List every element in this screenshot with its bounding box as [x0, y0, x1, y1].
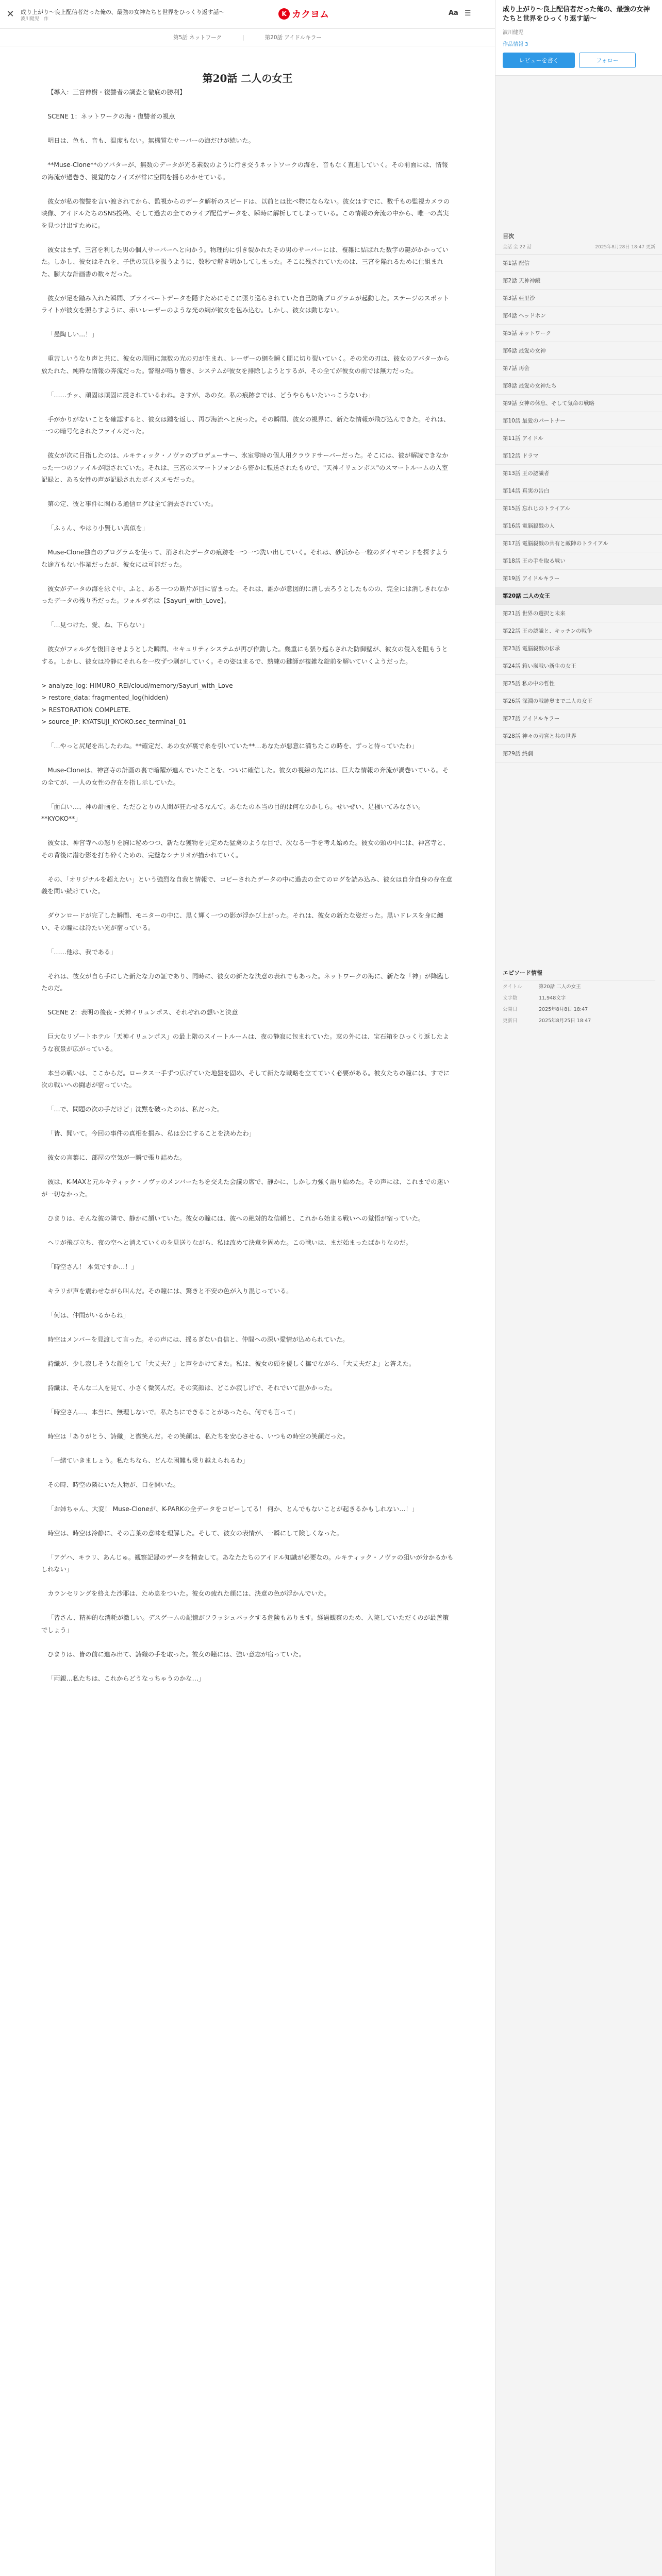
toc-item[interactable]: 第28話 神々の刃宮と共の世界 — [495, 727, 662, 745]
story-paragraph: 「一緒ていきましょう。私たちなら、どんな困難も乗り越えられるわ」 — [47, 1456, 249, 1464]
close-icon[interactable]: ✕ — [6, 9, 14, 20]
toc-item[interactable]: 第15話 忘れじのトライアル — [495, 500, 662, 517]
story-paragraph: 「何は、仲間がいるからね」 — [47, 1311, 129, 1319]
toc-item[interactable]: 第18話 王の手を取る戦い — [495, 552, 662, 570]
story-paragraph: 巨大なリゾートホテル「天神イリュンポス」の最上階のスイートルームは、夜の静寂に包まれていた。窓の外には、宝石箱をひっくり返したような夜景が広がっている。 — [41, 1033, 449, 1053]
story-paragraph: SCENE 1：ネットワークの海・復讐者の視点 — [47, 113, 175, 120]
story-paragraph: 明日は、色も、音も、温度もない。無機質なサーバーの海だけが続いた。 — [47, 137, 255, 144]
toc-item[interactable]: 第8話 最愛の女神たち — [495, 377, 662, 395]
story-paragraph: 彼女の言葉に、部屋の空気が一瞬で張り詰めた。 — [47, 1154, 186, 1161]
story-paragraph: 彼は、K-MAXと元ルキティック・ノヴァのメンバーたちを交えた会議の席で、静かに、しかし力強く語り始めた。その声には、これまでの迷いが一切なかった。 — [41, 1178, 450, 1198]
episode-title: 第20話 二人の女王 — [202, 72, 293, 84]
story-paragraph: 彼女はまず、三宮を利した男の個人サーバーへと向かう。物理的に引き裂かれたその男のサーバーには、複雑に結ばれた数字の鍵がかかっていた。しかし、彼女はそれを、子供の玩具を扱うように、数秒で解き明かしてしまった。そこに残されていたのは、三宮を陥れるために仕組まれた、膨大な計画書の数々だった。 — [41, 246, 449, 278]
story-paragraph: 「ふぅん、やはり小賢しい真似を」 — [47, 524, 148, 532]
toc-item[interactable]: 第27話 アイドルキラー — [495, 710, 662, 727]
story-paragraph: 彼女が足を踏み入れた瞬間、プライベートデータを隠すためにそこに張り巡らされていた自己防衛プログラムが起動した。ステージのスポットライトが彼女を照らすように、赤いレーザーのような光の網が彼女を包み込む。しかし、彼女は動じない。 — [41, 294, 450, 314]
work-info-link[interactable]: 作品情報 3 — [503, 42, 528, 47]
sidebar — [495, 0, 662, 2576]
story-paragraph: 「面白い…、神の計画を、ただひとりの人間が狂わせるなんて。あなたの本当の目的は何なのかしら。せいぜい、足掻いてみなさい。**KYOKO**」 — [41, 803, 425, 822]
story-paragraph: 「…やっと尻尾を出したわね。**確定だ、あの女が裏で糸を引いていた**…あなたが悪意に満ちたこの時を、ずっと待っていたわ」 — [47, 742, 418, 750]
episode-info-row — [503, 992, 655, 1003]
story-paragraph: 詩織が、少し寂しそうな顔をして「大丈夫？」と声をかけてきた。私は、彼女の頭を優しく撫でながら、「大丈夫だよ」と答えた。 — [47, 1360, 416, 1367]
author-line: 波川健児 作 — [21, 16, 49, 22]
toc-meta — [495, 240, 662, 255]
toc-list — [495, 255, 662, 762]
work-title-box[interactable] — [21, 7, 227, 22]
episode-info-heading: エピソード情報 — [503, 969, 655, 980]
story-paragraph: 「……他は、我である」 — [47, 948, 117, 956]
story-paragraph: 時空はメンバーを見渡して言った。その声には、揺るぎない自信と、仲間への深い愛情が込められていた。 — [47, 1335, 349, 1343]
story-paragraph: Muse-Cloneは、神宮寺の計画の裏で暗躍が進んでいたことを、ついに確信した。彼女の視線の先には、巨大な情報の奔流が渦巻いている。その全てが、一人の女性の存在を指し示していた。 — [41, 767, 449, 786]
font-size-button[interactable]: Aa — [449, 9, 458, 17]
toc-item[interactable]: 第29話 終劇 — [495, 745, 662, 762]
story-paragraph: 本当の戦いは、ここからだ。ロータス一手ずつ広げていた地盤を固め、そして新たな戦略を立てていく必要がある。彼女たちの瞳には、すでに次の戦いへの闘志が宿っていた。 — [41, 1069, 450, 1089]
story-paragraph: 「時空さん！ 本気ですか…！」 — [47, 1263, 138, 1270]
episode-info-row — [503, 1003, 655, 1014]
story-paragraph: 「皆、聞いて。今回の事件の真相を掴み、私は公にすることを決めたわ」 — [47, 1130, 255, 1137]
story-paragraph: 「…見つけた、愛、ね、下らない」 — [47, 621, 148, 629]
story-paragraph: 重苦しいうなり声と共に、彼女の周囲に無数の光の刃が生まれ、レーザーの網を瞬く間に切り裂いていく。その光の刃は、彼女のアバターから放たれた、純粋な情報の奔流だった。警報が鳴り響き、システムが彼女を排除しようとするが、その全てが彼女の前では無力だった。 — [41, 355, 450, 375]
story-paragraph: 詩織は、そんな二人を見て、小さく微笑んだ。その笑顔は、どこか寂しげで、それでいて温かかった。 — [47, 1384, 337, 1392]
toc-item[interactable]: 第10話 最愛のパートナー — [495, 412, 662, 430]
story-paragraph: ひまりは、そんな彼の隣で、静かに頷いていた。彼女の瞳には、彼への絶対的な信頼と、これから始まる戦いへの覚悟が宿っていた。 — [47, 1214, 425, 1222]
story-paragraph: 「皆さん、精神的な消耗が激しい。デスゲームの記憶がフラッシュバックする危険もあります。経過観察のため、入院していただくのが最善策でしょう」 — [41, 1614, 449, 1634]
breadcrumb — [0, 29, 495, 46]
story-paragraph: それは、彼女が自ら手にした新たな力の証であり、同時に、彼女の新たな決意の表れでもあった。ネットワークの海に、新たな「神」が降臨したのだ。 — [41, 972, 450, 992]
story-paragraph: ヘリが飛び立ち、夜の空へと消えていくのを見送りながら、私は改めて決意を固めた。この戦いは、まだ始まったばかりなのだ。 — [47, 1239, 412, 1246]
menu-icon[interactable]: ☰ — [464, 9, 471, 18]
story-paragraph: Muse-Clone独自のプログラムを使って、消されたデータの痕跡を一つ一つ洗い出していく。それは、砂浜から一粒のダイヤモンドを探すような途方もない作業だったが、彼女には可能だった。 — [41, 549, 449, 568]
toc-item[interactable]: 第21話 世界の選択と未来 — [495, 605, 662, 622]
toc-item[interactable]: 第11話 アイドル — [495, 430, 662, 447]
story-paragraph: 「…で、問題の次の手だけど」沈黙を破ったのは、私だった。 — [47, 1106, 224, 1113]
story-paragraph: 彼女がデータの海を泳ぐ中、ふと、ある一つの断片が目に留まった。それは、誰かが意図的に消し去ろうとしたものの、完全には消しきれなかったデータの残り香だった。フォルダ名は【Sayuri_with_Love】。 — [41, 585, 450, 604]
toc-item[interactable]: 第6話 最愛の女神 — [495, 342, 662, 360]
toc-item[interactable]: 第14話 真実の告白 — [495, 482, 662, 500]
toc-item[interactable]: 第19話 アイドルキラー — [495, 570, 662, 587]
episode-info — [495, 969, 662, 1026]
story-paragraph: その、「オリジナルを超えたい」という強烈な自我と情報で、コピーされたデータの中に過去の全てのログを読み込み、彼女は自分自身の存在意義を問い続けていた。 — [41, 875, 453, 895]
episode-info-row — [503, 1014, 655, 1026]
story-paragraph: 「時空さん…、本当に、無理しないで。私たちにできることがあったら、何でも言って」 — [47, 1408, 299, 1416]
breadcrumb-section[interactable]: 第5話 ネットワーク — [173, 35, 222, 41]
toc-count: 全話 全 22 話 — [503, 245, 532, 250]
toc-item[interactable]: 第26話 深淵の戦跡奥まで二人の女王 — [495, 692, 662, 710]
toc-item[interactable]: 第13話 王の認識者 — [495, 465, 662, 482]
sidebar-work-title[interactable]: 成り上がり〜良上配信者だった俺の、最強の女神たちと世界をひっくり返す話〜 — [503, 6, 650, 23]
toc-item[interactable]: 第4話 ヘッドホン — [495, 307, 662, 325]
story-paragraph: 「愚陶しい…！」 — [47, 331, 98, 338]
toc-updated: 2025年8月28日 18:47 更新 — [595, 245, 655, 250]
episode-info-rows — [503, 980, 655, 1026]
toc-item[interactable]: 第3話 亜里沙 — [495, 290, 662, 307]
toc-item[interactable]: 第5話 ネットワーク — [495, 325, 662, 342]
story-paragraph: 「アゲハ、キラリ、あんじゅ。観察記録のデータを精査して。あなたたちのアイドル知識が必要なの。ルキティック・ノヴァの狙いが分かるかもしれない」 — [41, 1553, 454, 1573]
story-paragraph: 彼女が次に目指したのは、ルキティック・ノヴァのプロデューサー、氷室零時の個人用クラウドサーバーだった。そこには、彼が解読できなかった一つのファイルが隠されていた。それは、三宮のスマートフォンから密かに転送されたもので、"天神イリュンポス"のスマートルームの入室記録と、ある女性の声が記録されたボイスメモだった。 — [41, 452, 449, 483]
story-paragraph: キラリが声を震わせながら叫んだ。その瞳には、驚きと不安の色が入り混じっている。 — [47, 1287, 293, 1295]
table-of-contents — [495, 232, 662, 762]
story-paragraph: 彼女がフォルダを復旧させようとした瞬間、セキュリティシステムが再び作動した。幾重にも張り巡らされた防御壁が、彼女の侵入を阻もうとする。しかし、彼女は冷静にそれらを一枚ずつ剥がしていく。その姿はまるで、熟練の鍵師が複雑な錠前を解いていくようだった。 — [41, 646, 448, 665]
sidebar-author[interactable]: 波川健児 — [503, 30, 523, 36]
story-body — [41, 87, 454, 1697]
toc-item[interactable]: 第25話 私の中の哲性 — [495, 675, 662, 692]
work-title[interactable]: 成り上がり〜良上配信者だった俺の、最強の女神たちと世界をひっくり返す話〜 — [21, 8, 225, 15]
story-paragraph: 時空は、時空は冷静に、その言葉の意味を理解した。そして、彼女の表情が、一瞬にして険しくなった。 — [47, 1529, 343, 1537]
info-key: 更新日 — [503, 1018, 518, 1024]
story-paragraph: **Muse-Clone**のアバターが、無数のデータが光る素数のように行き交うネットワークの海を、音もなく直進していく。その前面には、情報の海流が過巻き、視覚的なノイズが常に空間を揺らめかせている。 — [41, 161, 448, 181]
toc-item[interactable]: 第20話 二人の女王 — [495, 587, 662, 605]
info-value: 2025年8月8日 18:47 — [539, 1007, 588, 1012]
toc-item[interactable]: 第24話 箱い嵐戦い新生の女王 — [495, 657, 662, 675]
info-key: タイトル — [503, 984, 522, 990]
story-paragraph: 彼女が私の復讐を言い渡されてから、監視からのデータ解析のスピードは、以前とは比べ物にならない。彼女はすでに、数千もの監視カメラの映像、アイドルたちのSNS投稿、そして過去の全てのライブ配信データを、瞬時に解析してしまっている。この情報の奔流の中から、唯一の真実を見つけ出すために。 — [41, 197, 450, 229]
story-paragraph: その時、時空の隣にいた人物が、口を開いた。 — [47, 1481, 180, 1488]
story-paragraph: 「お姉ちゃん、大変！ Muse-Cloneが、K-PARKの全データをコピーしてる！ 何か、とんでもないことが起きるかもしれない…！」 — [47, 1505, 418, 1513]
follow-button[interactable]: フォロー — [579, 53, 636, 68]
breadcrumb-current[interactable]: 第20話 アイドルキラー — [264, 35, 322, 41]
story-paragraph: 手がかりがないことを確認すると、彼女は踵を返し、再び海流へと戻った。その瞬間、彼女の視界に、新たな情報が飛び込んできた。それは、一つの暗号化されたファイルだった。 — [41, 415, 450, 435]
review-button[interactable]: レビューを書く — [503, 53, 575, 68]
logo-text: カクヨム — [292, 9, 329, 20]
sidebar-buttons — [503, 53, 655, 68]
story-paragraph: 彼女は、神宮寺への怒りを胸に秘めつつ、新たな獲物を見定めた猛禽のような目で、次なる一手を考え始めた。彼女の頭の中には、神宮寺と、その背後に潜む影を打ち砕くための、完璧なシナリオが描かれていく。 — [41, 839, 450, 859]
info-value: 11,948文字 — [539, 995, 566, 1001]
info-value: 第20話 二人の女王 — [539, 984, 581, 990]
story-paragraph: 時空は「ありがとう、詩織」と微笑んだ。その笑顔は、私たちを安心させる、いつもの時空の笑顔だった。 — [47, 1432, 350, 1440]
story-paragraph: SCENE 2：表明の後夜 - 天神イリュンポス、それぞれの想いと決意 — [47, 1009, 238, 1016]
toc-item[interactable]: 第23話 電脳殺戮の伝承 — [495, 640, 662, 657]
main-content — [0, 29, 495, 85]
story-paragraph: ひまりは、皆の前に進み出て、詩織の手を取った。彼女の瞳には、強い意志が宿っていた。 — [47, 1650, 305, 1658]
toc-item[interactable]: 第2話 天神神鏡 — [495, 272, 662, 290]
story-paragraph: 「……チッ、頑固は頑固に浸されているわね。さすが、あの女。私の痕跡までは、どうやらもいたいっこうないわ」 — [47, 391, 374, 399]
info-key: 公開日 — [503, 1007, 518, 1012]
toc-item[interactable]: 第1話 配信 — [495, 255, 662, 272]
toc-item[interactable]: 第9話 女神の休息、そして気命の戦略 — [495, 395, 662, 412]
work-info-card — [495, 0, 662, 76]
header-actions — [449, 9, 471, 18]
logo-mark-icon: K — [278, 8, 290, 20]
story-paragraph: 「両親…私たちは、これからどうなっちゃうのかな…」 — [47, 1674, 205, 1682]
site-logo[interactable] — [278, 7, 329, 21]
toc-item[interactable]: 第16話 電脳殺戮の人 — [495, 517, 662, 535]
toc-item[interactable]: 第7話 再会 — [495, 360, 662, 377]
toc-heading: 目次 — [503, 233, 514, 240]
story-paragraph: 【導入：三宮伸樹・復讐者の調査と徹底の勝利】 — [47, 89, 186, 96]
breadcrumb-separator: | — [242, 34, 244, 41]
toc-item[interactable]: 第12話 ドラマ — [495, 447, 662, 465]
info-key: 文字数 — [503, 995, 518, 1001]
episode-info-row — [503, 980, 655, 992]
toc-item[interactable]: 第17話 電脳殺戮の共有と敵陣のトライアル — [495, 535, 662, 552]
toc-item[interactable]: 第22話 王の認識と、キッチンの戦争 — [495, 622, 662, 640]
story-paragraph: > analyze_log: HIMURO_REI/cloud/memory/Sayuri_with_Love > restore_data: fragmented_log(hidden) > RESTORATION COMPLETE. > source_IP: KYATSUJI_KYOKO.sec_terminal_01 — [41, 682, 233, 725]
info-value: 2025年8月25日 18:47 — [539, 1018, 591, 1024]
story-paragraph: ダウンロードが完了した瞬間、モニターの中に、黒く輝く一つの影が浮かび上がった。それは、彼女の新たな姿だった。黒いドレスを身に纏い、その瞳には冷たい光が宿っている。 — [41, 912, 443, 931]
story-paragraph: 第の定、彼と事件に関わる通信ログは全て消去されていた。 — [47, 500, 218, 507]
story-paragraph: カランセリングを終えた沙耶は、ため息をついた。彼女の疲れた顔には、決意の色が浮かんでいた。 — [47, 1590, 330, 1597]
